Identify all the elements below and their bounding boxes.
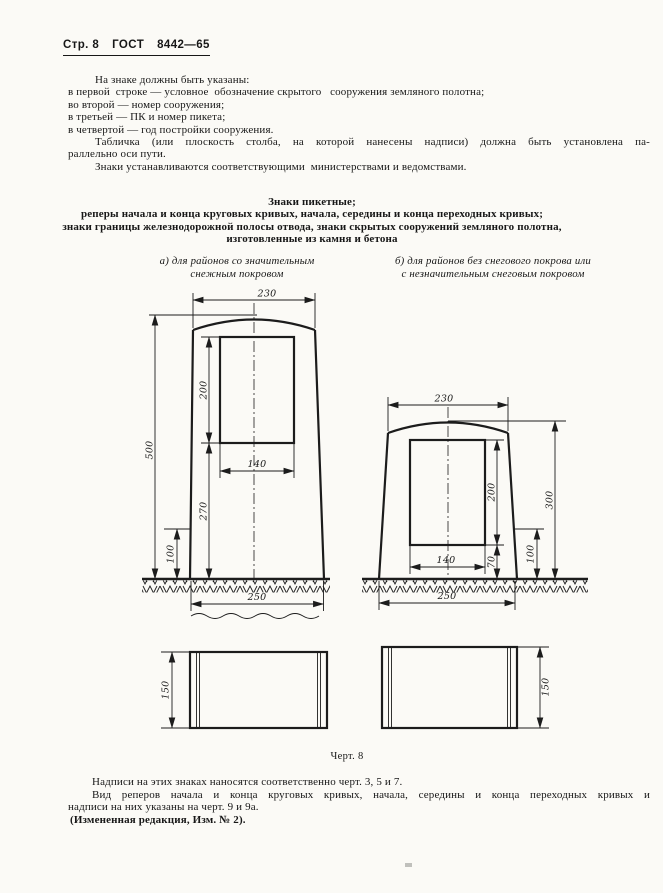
edge-lines	[197, 653, 321, 727]
dim-label-plate-bottom-gap-b: 70	[486, 555, 498, 569]
variant-b-caption	[375, 255, 611, 280]
sign-plate	[220, 337, 294, 443]
heading-line: реперы начала и конца круговых кривых, начала, середины и конца переходных кривых;	[80, 208, 544, 221]
standard-number: 8442—65	[157, 39, 210, 51]
caption-line: снежным покровом	[190, 267, 284, 280]
heading-line: Знаки пикетные;	[268, 196, 356, 208]
text-line: надписи на них указаны на черт. 9 и 9а.	[68, 801, 259, 814]
text-line: раллельно оси пути.	[68, 148, 166, 161]
page-number-label: Стр. 8	[63, 39, 100, 51]
caption-line: а) для районов со значительным	[159, 255, 315, 267]
caption-line: с незначительным снеговым покровом	[401, 267, 585, 280]
side-view-a	[161, 652, 328, 728]
dim-label-plate-height-b: 200	[486, 482, 498, 502]
drawing-variant-a	[142, 289, 330, 619]
section-heading	[12, 196, 612, 246]
text-line: в третьей — ПК и номер пикета;	[68, 111, 226, 124]
dim-label-height-b: 300	[544, 490, 556, 510]
text-line: в первой строке — условное обозначение скрытого сооружения земляного полотна;	[68, 86, 485, 99]
post-side-view	[190, 652, 327, 728]
dim-label-plate-to-ground-a: 270	[198, 501, 210, 521]
heading-line: изготовленные из камня и бетона	[226, 233, 398, 246]
scan-artifact	[405, 863, 412, 867]
variant-a-caption	[130, 255, 344, 280]
figure-8-drawing	[0, 285, 663, 745]
dim-label-depth-b: 150	[540, 677, 552, 697]
dim-label-plate-height-a: 200	[198, 380, 210, 400]
edge-lines	[389, 648, 511, 727]
post-sides	[190, 330, 324, 579]
dim-label-depth-a: 150	[160, 680, 172, 700]
amendment-note: (Измененная редакция, Изм. № 2).	[70, 814, 246, 827]
side-view-b	[382, 647, 552, 728]
text-line: Табличка (или плоскость столба, на которой нанесены надписи) должна быть установлена па-	[95, 136, 650, 149]
text-line: На знаке должны быть указаны:	[95, 74, 250, 86]
text-line: Надписи на этих знаках наносятся соответственно черт. 3, 5 и 7.	[92, 776, 403, 788]
text-line: Вид реперов начала и конца круговых кривых, начала, середины и конца переходных кривых и	[92, 788, 650, 801]
break-line	[191, 614, 319, 619]
dim-label-base-width-a: 250	[247, 592, 267, 603]
figure-caption: Черт. 8	[330, 751, 364, 762]
dim-label-clearance-a: 100	[165, 544, 177, 564]
dim-label-height-a: 500	[144, 440, 156, 460]
dim-label-top-width-b: 230	[434, 393, 454, 405]
ground-hatching	[362, 581, 588, 593]
caption-line: б) для районов без снегового покрова или	[394, 255, 591, 267]
bottom-paragraphs	[68, 776, 650, 827]
text-line: Знаки устанавливаются соответствующими министерствами и ведомствами.	[95, 160, 467, 173]
ground-hatching	[142, 581, 330, 593]
dim-label-plate-width-a: 140	[247, 459, 267, 470]
dim-label-clearance-b: 100	[525, 544, 537, 564]
dim-label-base-width-b: 250	[437, 591, 457, 602]
heading-line: знаки границы железнодорожной полосы отвода, знаки скрытых сооружений земляного полотна,	[62, 220, 562, 233]
dim-label-top-width-a: 230	[257, 288, 277, 300]
intro-paragraphs	[68, 74, 650, 173]
page-header	[63, 39, 210, 56]
text-line: во второй — номер сооружения;	[68, 98, 225, 111]
post-side-view	[382, 647, 517, 728]
sign-plate	[410, 440, 485, 545]
standard-label: ГОСТ	[112, 39, 145, 51]
drawing-variant-b	[362, 394, 588, 611]
text-line: в четвертой — год постройки сооружения.	[68, 123, 274, 136]
dim-label-plate-width-b: 140	[436, 555, 456, 566]
